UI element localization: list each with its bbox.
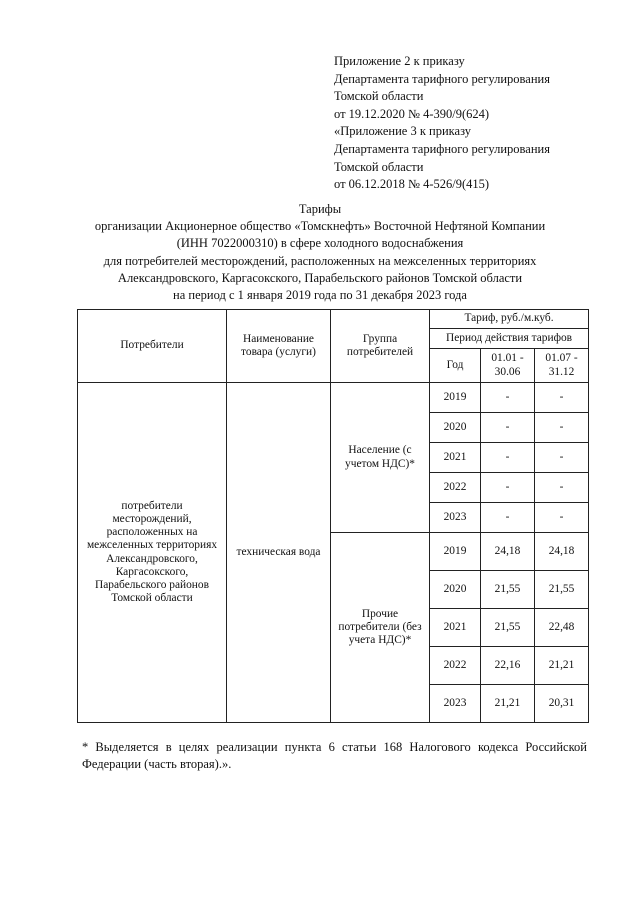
- tariff-h2-cell: 22,48: [535, 609, 589, 647]
- tariff-h2-cell: 24,18: [535, 533, 589, 571]
- appendix-line: от 06.12.2018 № 4-526/9(415): [334, 177, 490, 192]
- header-consumers: Потребители: [78, 310, 227, 383]
- year-cell: 2019: [430, 533, 481, 571]
- table-header-row: [78, 310, 589, 329]
- tariff-h2-cell: -: [535, 413, 589, 443]
- tariff-h1-cell: 22,16: [481, 647, 535, 685]
- tariff-h2-cell: 21,21: [535, 647, 589, 685]
- year-cell: 2020: [430, 413, 481, 443]
- appendix-line: Приложение 2 к приказу: [334, 54, 465, 68]
- tariff-h1-cell: -: [481, 443, 535, 473]
- group-other-cell: Прочие потребители (без учета НДС)*: [331, 533, 430, 723]
- tariff-h1-cell: 21,21: [481, 685, 535, 723]
- tariff-h1-cell: -: [481, 503, 535, 533]
- year-cell: 2022: [430, 473, 481, 503]
- appendix-line: Департамента тарифного регулирования: [334, 141, 550, 156]
- title-heading: Тарифы: [298, 202, 342, 216]
- product-cell: техническая вода: [227, 383, 331, 723]
- document-title: [0, 201, 640, 304]
- year-cell: 2021: [430, 443, 481, 473]
- tariff-h2-cell: -: [535, 503, 589, 533]
- title-line: на период с 1 января 2019 года по 31 декабря 2023 года: [173, 288, 467, 303]
- title-line: Александровского, Каргасокского, Парабельского районов Томской области: [117, 270, 523, 285]
- title-line: (ИНН 7022000310) в сфере холодного водоснабжения: [176, 236, 464, 251]
- consumers-cell: потребители месторождений, расположенных на межселенных территориях Александровского, Каргасокского, Парабельского районов Томской области: [78, 383, 227, 723]
- tariff-h2-cell: -: [535, 473, 589, 503]
- tariff-h1-cell: -: [481, 383, 535, 413]
- header-half1: 01.01 - 30.06: [481, 349, 535, 383]
- tariff-h1-cell: -: [481, 473, 535, 503]
- header-period: Период действия тарифов: [430, 329, 589, 349]
- year-cell: 2021: [430, 609, 481, 647]
- tariff-table: [77, 309, 589, 723]
- header-product: Наименование товара (услуги): [227, 310, 331, 383]
- table-row: [78, 383, 589, 413]
- header-group: Группа потребителей: [331, 310, 430, 383]
- year-cell: 2019: [430, 383, 481, 413]
- tariff-h2-cell: -: [535, 383, 589, 413]
- appendix-line: «Приложение 3 к приказу: [334, 124, 472, 139]
- header-tariff: Тариф, руб./м.куб.: [430, 310, 589, 329]
- tariff-h1-cell: -: [481, 413, 535, 443]
- year-cell: 2023: [430, 503, 481, 533]
- footnote: * Выделяется в целях реализации пункта 6 статьи 168 Налогового кодекса Российской Федерации (часть вторая).».: [82, 740, 587, 771]
- tariff-h2-cell: 20,31: [535, 685, 589, 723]
- appendix-line: Томской области: [334, 89, 424, 104]
- tariff-h1-cell: 21,55: [481, 571, 535, 609]
- group-population-cell: Население (с учетом НДС)*: [331, 383, 430, 533]
- tariff-h1-cell: 24,18: [481, 533, 535, 571]
- tariff-h2-cell: -: [535, 443, 589, 473]
- tariff-h1-cell: 21,55: [481, 609, 535, 647]
- appendix-line: Департамента тарифного регулирования: [334, 71, 550, 86]
- tariff-h2-cell: 21,55: [535, 571, 589, 609]
- appendix-line: Томской области: [334, 159, 424, 174]
- appendix-line: от 19.12.2020 № 4-390/9(624): [334, 106, 490, 121]
- year-cell: 2022: [430, 647, 481, 685]
- header-year: Год: [430, 349, 481, 383]
- title-line: организации Акционерное общество «Томскнефть» Восточной Нефтяной Компании: [94, 219, 546, 234]
- appendix-block: [334, 53, 550, 194]
- title-line: для потребителей месторождений, расположенных на межселенных территориях: [103, 253, 537, 268]
- year-cell: 2020: [430, 571, 481, 609]
- header-half2: 01.07 - 31.12: [535, 349, 589, 383]
- year-cell: 2023: [430, 685, 481, 723]
